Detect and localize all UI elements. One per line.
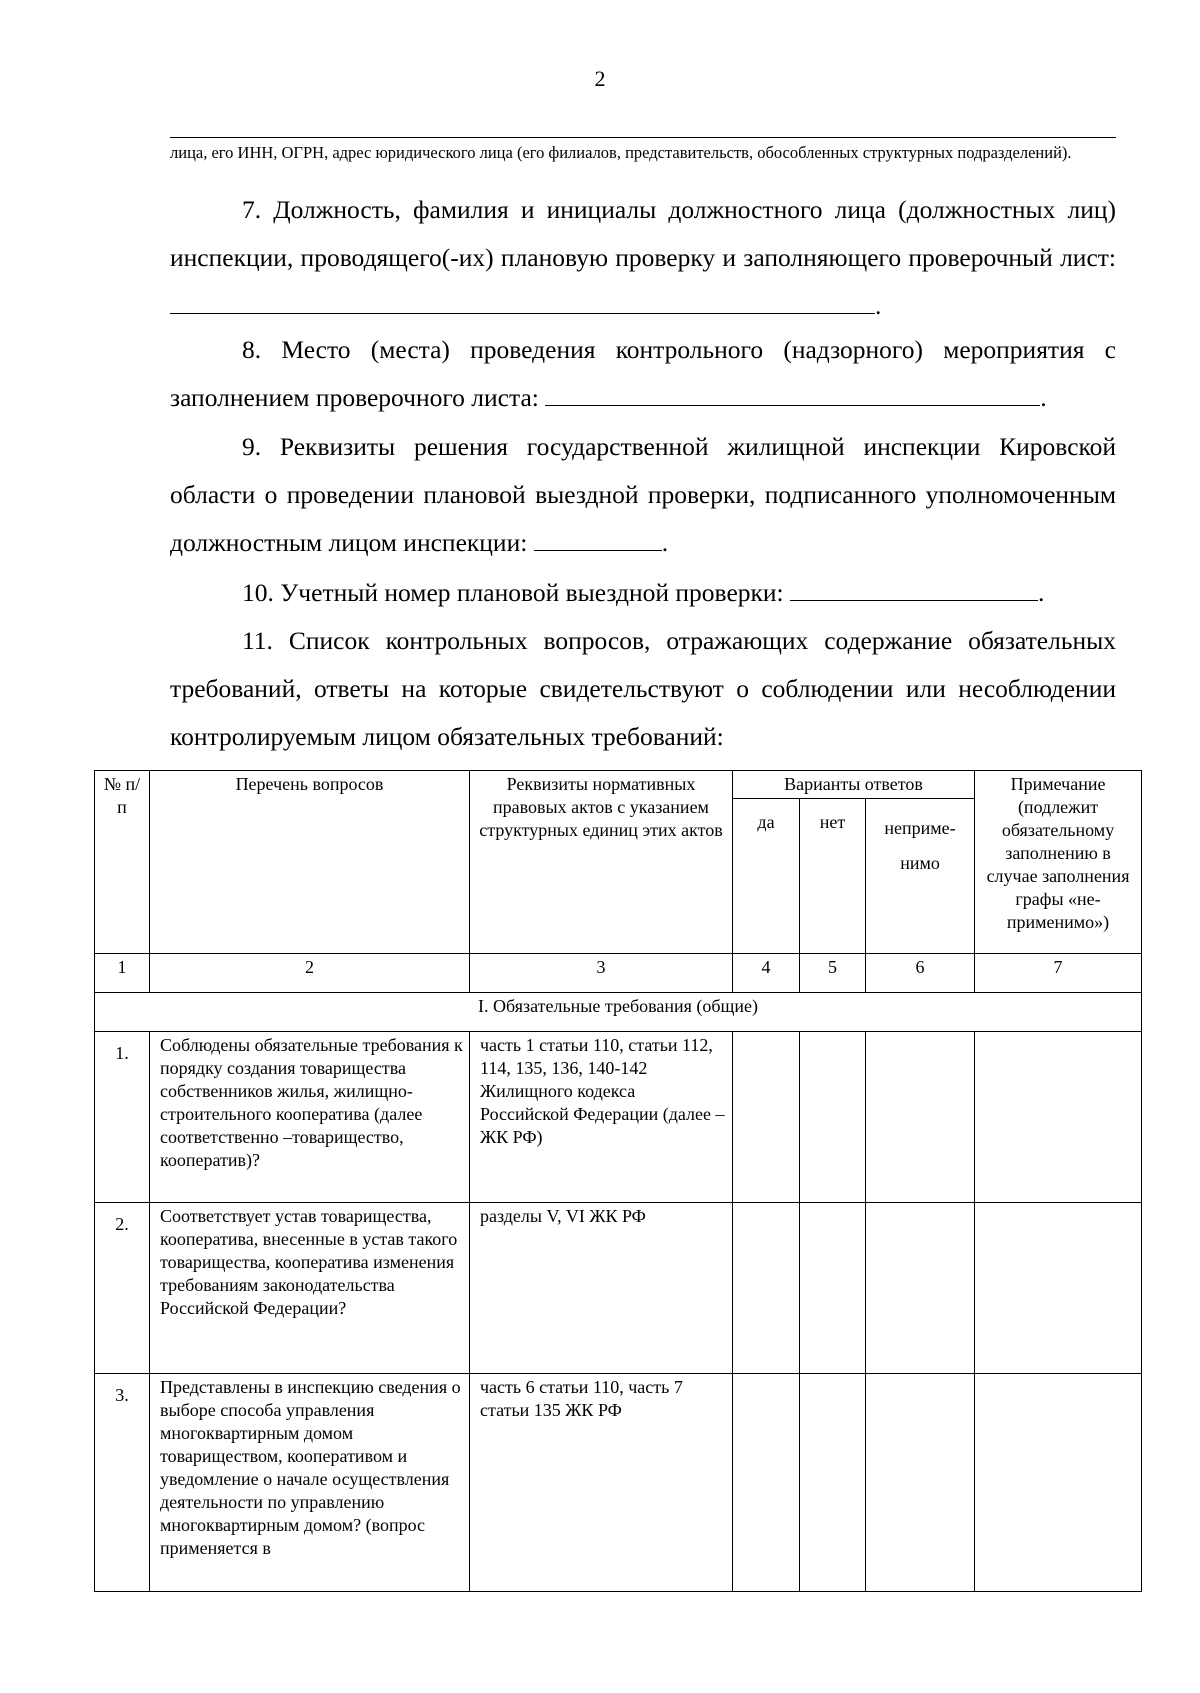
item-8 — [170, 326, 1116, 422]
header-yes: да — [733, 799, 800, 954]
item-8-blank-line[interactable] — [545, 383, 1040, 406]
item-7 — [170, 186, 1116, 330]
item-7-end: . — [875, 291, 882, 320]
item-11-text: 11. Список контрольных вопросов, отражающих содержание обязательных требований, ответы на которые свидетельствуют о соблюдении или несоблюдении контролируемым лицом обязательных требований: — [170, 626, 1116, 751]
table-row — [95, 1203, 1142, 1374]
item-10-text: 10. Учетный номер плановой выездной проверки: — [242, 578, 784, 607]
page-number: 2 — [594, 66, 606, 91]
item-10-end: . — [1038, 578, 1045, 607]
answer-na-cell[interactable] — [866, 1374, 975, 1592]
header-questions: Перечень вопросов — [150, 771, 470, 954]
section-row — [95, 993, 1142, 1032]
table-row — [95, 1032, 1142, 1203]
item-9-end: . — [661, 528, 669, 557]
answer-yes-cell[interactable] — [733, 1374, 800, 1592]
row-reference: разделы V, VI ЖК РФ — [470, 1203, 733, 1374]
row-question: Представлены в инспекцию сведения о выборе способа управления многоквартирным домом товариществом, кооперативом и уведомление о начале осуществления деятельности по управлению многоквартирным домом? (вопрос применяется в — [150, 1374, 470, 1592]
item-7-blank-line[interactable] — [170, 291, 875, 314]
column-number: 4 — [733, 954, 800, 993]
row-number: 2. — [95, 1203, 150, 1374]
row-question: Соблюдены обязательные требования к порядку создания товарищества собственников жилья, жилищно-строительного кооператива (далее соответственно –товарищество, кооператив)? — [150, 1032, 470, 1203]
answer-no-cell[interactable] — [800, 1203, 866, 1374]
column-number: 7 — [975, 954, 1142, 993]
answer-no-cell[interactable] — [800, 1374, 866, 1592]
row-number: 1. — [95, 1032, 150, 1203]
item-10 — [170, 569, 1116, 617]
header-answers: Варианты ответов — [733, 771, 975, 799]
column-number-row — [95, 954, 1142, 993]
answer-na-cell[interactable] — [866, 1203, 975, 1374]
column-number: 5 — [800, 954, 866, 993]
item-8-text: 8. Место (места) проведения контрольного (надзорного) мероприятия с заполнением проверочного листа: — [170, 335, 1116, 412]
header-num: № п/п — [95, 771, 150, 954]
item-7-text: 7. Должность, фамилия и инициалы должностного лица (должностных лиц) инспекции, проводящего(-их) плановую проверку и заполняющего проверочный лист: — [170, 195, 1116, 272]
checklist-table — [94, 770, 1142, 1592]
item-9-text: 9. Реквизиты решения государственной жилищной инспекции Кировской области о проведении плановой выездной проверки, подписанного уполномоченным должностным лицом инспекции: — [170, 432, 1116, 557]
row-reference: часть 6 статьи 110, часть 7 статьи 135 ЖК РФ — [470, 1374, 733, 1592]
column-number: 2 — [150, 954, 470, 993]
item-9 — [170, 423, 1116, 567]
column-number: 3 — [470, 954, 733, 993]
row-reference: часть 1 статьи 110, статьи 112, 114, 135, 136, 140-142 Жилищного кодекса Российской Федерации (далее – ЖК РФ) — [470, 1032, 733, 1203]
header-note: Примечание (подлежит обязательному заполнению в случае заполнения графы «не-применимо») — [975, 771, 1142, 954]
note-cell[interactable] — [975, 1203, 1142, 1374]
note-cell[interactable] — [975, 1032, 1142, 1203]
header-row — [95, 771, 1142, 799]
column-number: 6 — [866, 954, 975, 993]
item-11 — [170, 617, 1116, 761]
row-question: Соответствует устав товарищества, кооператива, внесенные в устав такого товарищества, кооператива изменения требованиям законодательства Российской Федерации? — [150, 1203, 470, 1374]
column-number: 1 — [95, 954, 150, 993]
intro-fragment: лица, его ИНН, ОГРН, адрес юридического лица (его филиалов, представительств, обособленных структурных подразделений). — [170, 143, 1072, 162]
header-not-applicable: неприме-нимо — [866, 799, 975, 954]
header-requisites: Реквизиты нормативных правовых актов с указанием структурных единиц этих актов — [470, 771, 733, 954]
item-10-blank-line[interactable] — [790, 578, 1038, 601]
item-8-end: . — [1040, 383, 1047, 412]
answer-na-cell[interactable] — [866, 1032, 975, 1203]
table-row — [95, 1374, 1142, 1592]
top-rule — [170, 137, 1116, 138]
answer-yes-cell[interactable] — [733, 1203, 800, 1374]
answer-no-cell[interactable] — [800, 1032, 866, 1203]
answer-yes-cell[interactable] — [733, 1032, 800, 1203]
header-no: нет — [800, 799, 866, 954]
item-9-blank-line[interactable] — [534, 528, 662, 551]
row-number: 3. — [95, 1374, 150, 1592]
section-title: I. Обязательные требования (общие) — [95, 993, 1142, 1032]
note-cell[interactable] — [975, 1374, 1142, 1592]
